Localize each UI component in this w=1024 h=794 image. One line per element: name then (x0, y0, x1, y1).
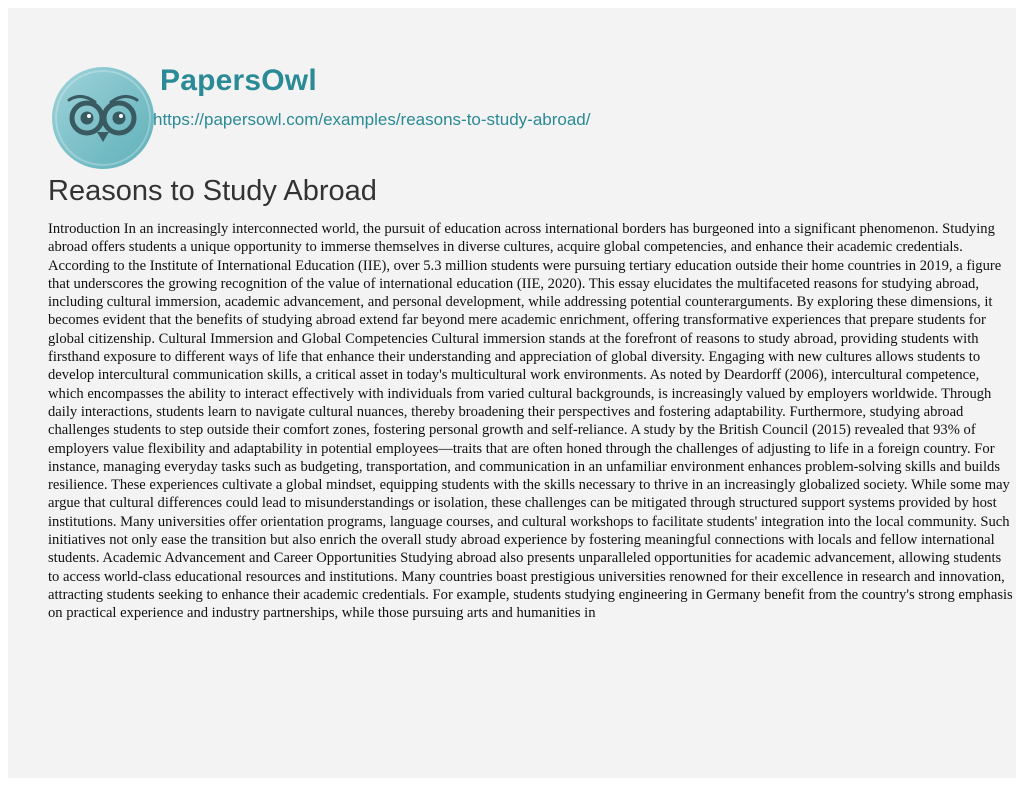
page-title: Reasons to Study Abroad (48, 175, 377, 207)
document-page (8, 8, 1016, 778)
brand-name: PapersOwl (160, 64, 317, 97)
owl-logo-icon (51, 66, 155, 170)
source-url: https://papersowl.com/examples/reasons-to-study-abroad/ (153, 110, 591, 129)
essay-body-text: Introduction In an increasingly interconnected world, the pursuit of education across international borders has burgeoned into a significant phenomenon. Studying abroad offers students a unique opportunity to immerse themselves in diverse cultures, acquire global competencies, and enhance their academic credentials. According to the Institute of International Education (IIE), over 5.3 million students were pursuing tertiary education outside their home countries in 2019, a figure that underscores the growing recognition of the value of international education (IIE, 2020). This essay elucidates the multifaceted reasons for studying abroad, including cultural immersion, academic advancement, and personal development, while addressing potential counterarguments. By exploring these dimensions, it becomes evident that the benefits of studying abroad extend far beyond mere academic enrichment, offering transformative experiences that prepare students for global citizenship. Cultural Immersion and Global Competencies Cultural immersion stands at the forefront of reasons to study abroad, providing students with firsthand exposure to different ways of life that enhance their understanding and appreciation of global diversity. Engaging with new cultures allows students to develop intercultural communication skills, a critical asset in today's multicultural work environments. As noted by Deardorff (2006), intercultural competence, which encompasses the ability to interact effectively with individuals from varied cultural backgrounds, is increasingly valued by employers worldwide. Through daily interactions, students learn to navigate cultural nuances, thereby broadening their perspectives and fostering adaptability. Furthermore, studying abroad challenges students to step outside their comfort zones, fostering personal growth and self-reliance. A study by the British Council (2015) revealed that 93% of employers value flexibility and adaptability in potential employees—traits that are often honed through the challenges of adjusting to life in a foreign country. For instance, managing everyday tasks such as budgeting, transportation, and communication in an unfamiliar environment enhances problem-solving skills and builds resilience. These experiences cultivate a global mindset, equipping students with the skills necessary to thrive in an increasingly globalized society. While some may argue that cultural differences could lead to misunderstandings or isolation, these challenges can be mitigated through structured support systems provided by host institutions. Many universities offer orientation programs, language courses, and cultural workshops to facilitate students' integration into the local community. Such initiatives not only ease the transition but also enrich the overall study abroad experience by fostering meaningful connections with locals and fellow international students. Academic Advancement and Career Opportunities Studying abroad also presents unparalleled opportunities for academic advancement, allowing students to access world-class educational resources and institutions. Many countries boast prestigious universities renowned for their excellence in research and innovation, attracting students seeking to enhance their academic credentials. For example, students studying engineering in Germany benefit from the country's strong emphasis on practical experience and industry partnerships, while those pursuing arts and humanities in (48, 221, 1013, 622)
